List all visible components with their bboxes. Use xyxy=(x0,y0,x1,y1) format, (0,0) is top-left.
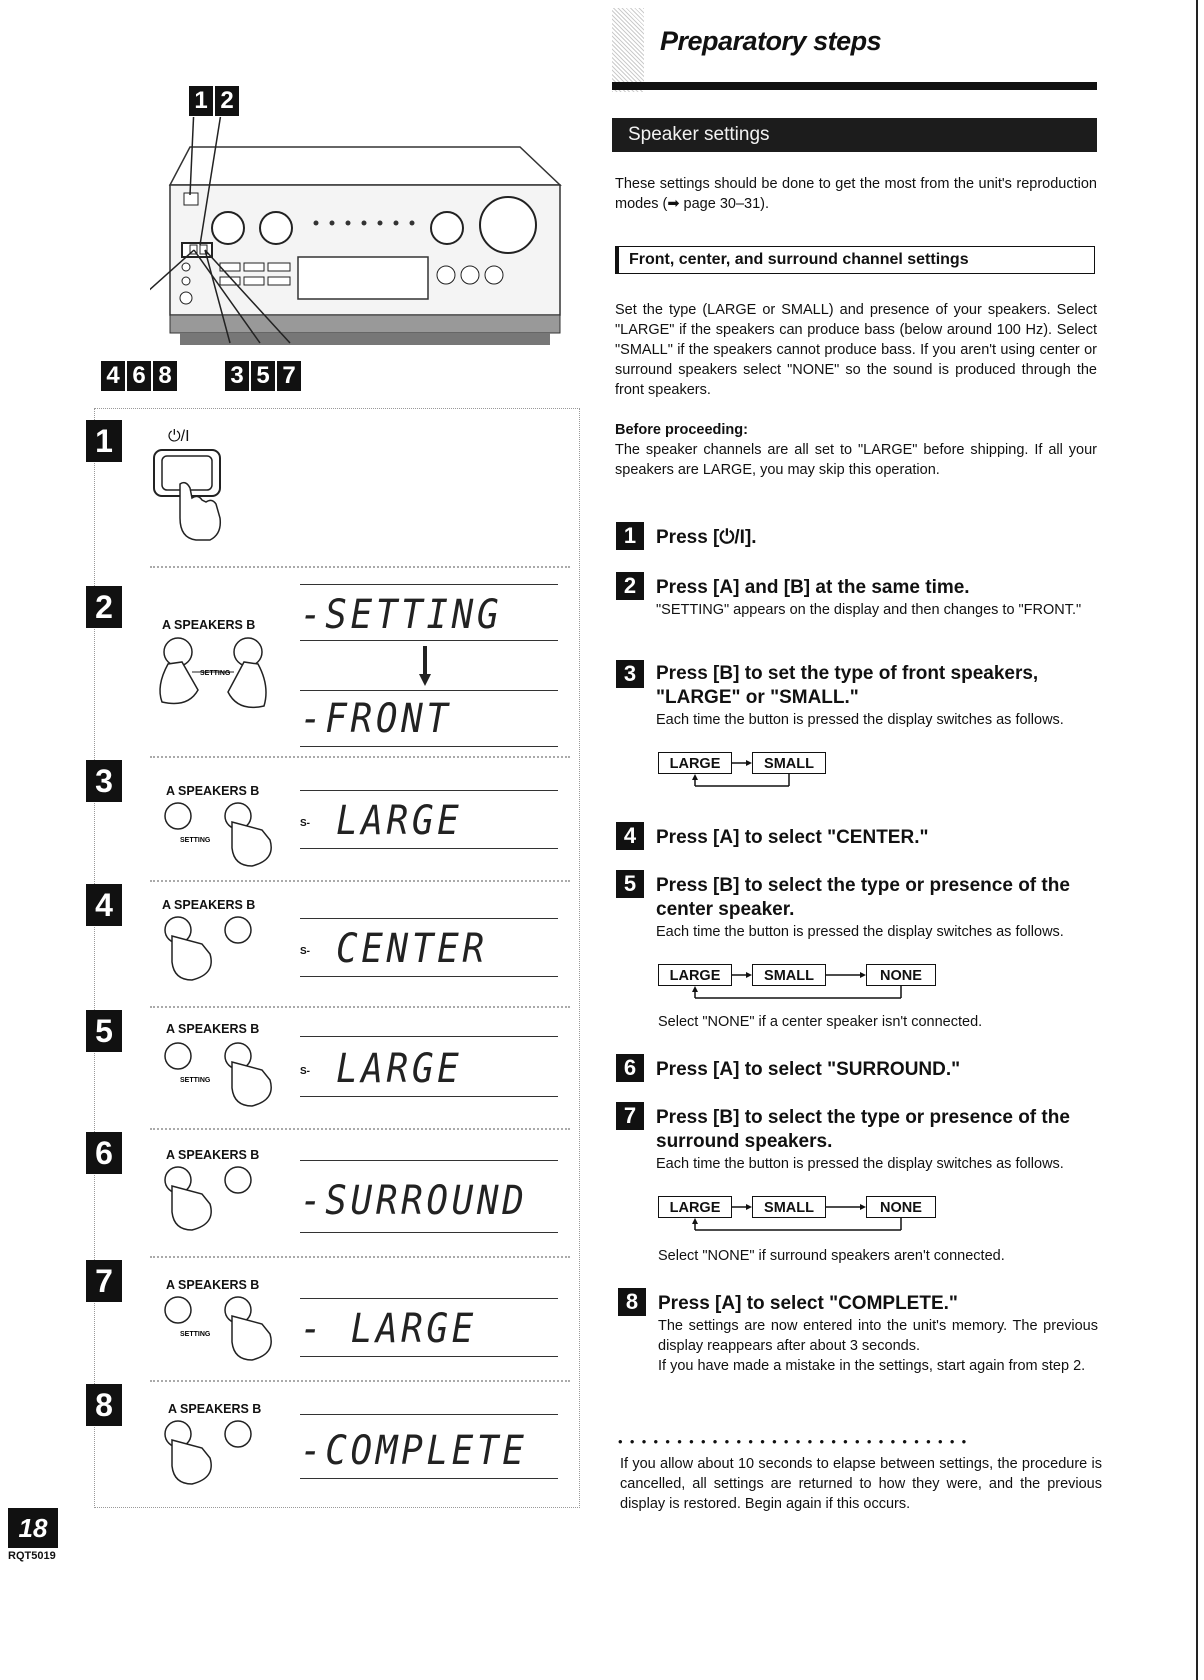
power-button-hand xyxy=(150,448,230,548)
before-text: The speaker channels are all set to "LARGE" before shipping. If all your speakers are LARGE, you may skip this operation. xyxy=(615,442,1097,478)
lcd-line xyxy=(300,1160,558,1161)
flow-arrows xyxy=(658,1196,958,1236)
receiver-illustration xyxy=(150,85,570,375)
down-arrow-icon xyxy=(418,646,432,686)
flow-surround xyxy=(658,1196,958,1236)
step-number: 4 xyxy=(616,822,644,850)
flow-front xyxy=(658,752,858,792)
setting-label: SETTING xyxy=(180,1331,211,1338)
intro-text: These settings should be done to get the most from the unit's reproduction modes (➡ page 30–31). xyxy=(615,176,1097,212)
before-heading: Before proceeding: xyxy=(615,422,748,438)
setting-label: SETTING xyxy=(180,1077,211,1084)
lcd-display xyxy=(300,1428,527,1474)
step-body: Each time the button is pressed the display switches as follows. xyxy=(656,924,1064,940)
step-number: 8 xyxy=(618,1288,646,1316)
lcd-line xyxy=(300,1356,558,1357)
step-number: 2 xyxy=(616,572,644,600)
row-separator xyxy=(150,756,570,758)
flow-large: LARGE xyxy=(658,752,732,774)
step-heading: Press [B] to select the type or presence of the surround speakers. xyxy=(656,1107,1070,1152)
panel-step-number: 6 xyxy=(86,1132,122,1174)
lcd-display: CENTER xyxy=(336,926,488,972)
callout-number: 4 xyxy=(100,360,126,392)
lcd-line xyxy=(300,746,558,747)
page-number: 18 xyxy=(8,1508,58,1548)
section-bar-label: Speaker settings xyxy=(628,124,770,145)
flow-center xyxy=(658,964,958,1004)
step-body: Each time the button is pressed the display switches as follows. xyxy=(656,712,1064,728)
speaker-a-hand xyxy=(150,1164,290,1234)
panel-step-number: 4 xyxy=(86,884,122,926)
step-heading: Press [A] and [B] at the same time. xyxy=(656,577,970,598)
dot-separator: •••••••••••••••••••••••••••••• xyxy=(618,1434,974,1449)
speakers-buttons-hand xyxy=(148,636,288,716)
power-symbol: ⏻/I xyxy=(168,428,190,445)
step-heading: Press [B] to set the type of front speakers, "LARGE" or "SMALL." xyxy=(656,663,1039,708)
lcd-display xyxy=(300,1178,527,1224)
panel-step-number: 1 xyxy=(86,420,122,462)
step-heading: Press [⏻/I]. xyxy=(656,527,757,548)
callout-number: 6 xyxy=(126,360,152,392)
step-body-2: If you have made a mistake in the settings, start again from step 2. xyxy=(658,1358,1086,1374)
subsection-title: Front, center, and surround channel settings xyxy=(615,246,1095,274)
lcd-prefix: S- xyxy=(300,946,310,957)
flow-small: SMALL xyxy=(752,1196,826,1218)
lcd-line xyxy=(300,976,558,977)
speaker-a-hand xyxy=(150,1418,290,1488)
speaker-b-hand xyxy=(150,1040,290,1110)
step-heading: Press [A] to select "CENTER." xyxy=(656,827,929,848)
step-heading: Press [A] to select "SURROUND." xyxy=(656,1059,961,1080)
speaker-a-hand xyxy=(150,914,290,984)
surround-note: Select "NONE" if surround speakers aren't connected. xyxy=(658,1248,1005,1264)
row-separator xyxy=(150,880,570,882)
row-separator xyxy=(150,1380,570,1382)
center-note: Select "NONE" if a center speaker isn't connected. xyxy=(658,1014,983,1030)
lcd-line xyxy=(300,918,558,919)
lcd-display xyxy=(300,592,502,638)
speakers-label: A SPEAKERS B xyxy=(166,1148,260,1162)
panel-step-number: 3 xyxy=(86,760,122,802)
callout-number: 8 xyxy=(152,360,178,392)
step-body: The settings are now entered into the unit's memory. The previous display reappears after about 3 seconds. xyxy=(658,1318,1098,1354)
lcd-line xyxy=(300,1232,558,1233)
lcd-prefix: - xyxy=(300,592,326,638)
step-heading: Press [A] to select "COMPLETE." xyxy=(658,1293,958,1314)
setting-label: SETTING xyxy=(200,670,231,677)
lcd-prefix: S- xyxy=(300,818,310,829)
flow-small: SMALL xyxy=(752,752,826,774)
panel-step-number: 5 xyxy=(86,1010,122,1052)
lcd-line xyxy=(300,1036,558,1037)
row-separator xyxy=(150,1006,570,1008)
lcd-line xyxy=(300,584,558,585)
lcd-prefix: S- xyxy=(300,1066,310,1077)
lcd-line xyxy=(300,690,558,691)
lcd-text: LARGE xyxy=(350,1306,477,1352)
lcd-line xyxy=(300,848,558,849)
page-edge xyxy=(1196,0,1198,1680)
lcd-line xyxy=(300,1298,558,1299)
section-bar xyxy=(612,118,1097,152)
lcd-line xyxy=(300,1478,558,1479)
setting-label: SETTING xyxy=(180,837,211,844)
lcd-text: SURROUND xyxy=(325,1178,528,1224)
model-number: RQT5019 xyxy=(8,1550,56,1562)
callout-number: 1 xyxy=(188,85,214,117)
flow-large: LARGE xyxy=(658,964,732,986)
lcd-display xyxy=(300,696,452,742)
lcd-text: SETTING xyxy=(325,592,503,638)
step-number: 7 xyxy=(616,1102,644,1130)
page-title: Preparatory steps xyxy=(660,26,882,56)
lcd-line xyxy=(300,640,558,641)
lcd-text: FRONT xyxy=(325,696,452,742)
lcd-prefix: - xyxy=(300,696,326,742)
row-separator xyxy=(150,566,570,568)
panel-step-number: 2 xyxy=(86,586,122,628)
lcd-prefix: - xyxy=(300,1178,326,1224)
step-number: 6 xyxy=(616,1054,644,1082)
speaker-b-hand xyxy=(150,1294,290,1364)
flow-large: LARGE xyxy=(658,1196,732,1218)
flow-small: SMALL xyxy=(752,964,826,986)
flow-arrows xyxy=(658,964,958,1004)
title-decoration xyxy=(612,8,644,92)
step-number: 1 xyxy=(616,522,644,550)
panel-step-number: 7 xyxy=(86,1260,122,1302)
flow-arrows xyxy=(658,752,858,792)
speakers-label: A SPEAKERS B xyxy=(166,1278,260,1292)
speakers-label: A SPEAKERS B xyxy=(162,618,256,632)
speakers-label: A SPEAKERS B xyxy=(168,1402,262,1416)
speakers-label: A SPEAKERS B xyxy=(166,784,260,798)
step-body: "SETTING" appears on the display and then changes to "FRONT." xyxy=(656,602,1082,618)
speakers-label: A SPEAKERS B xyxy=(166,1022,260,1036)
lcd-display: LARGE xyxy=(336,1046,463,1092)
lcd-display xyxy=(300,1306,477,1352)
step-body: Each time the button is pressed the display switches as follows. xyxy=(656,1156,1064,1172)
step-heading: Press [B] to select the type or presence of the center speaker. xyxy=(656,875,1070,920)
description-text: Set the type (LARGE or SMALL) and presence of your speakers. Select "LARGE" if the speakers can produce bass (below around 100 Hz). Select "SMALL" if the speakers cannot produce bass. If you aren't using center or surround speakers select "NONE" so the sound is produced through the front speakers. xyxy=(615,302,1097,398)
lcd-display: LARGE xyxy=(336,798,463,844)
lcd-line xyxy=(300,790,558,791)
lcd-line xyxy=(300,1096,558,1097)
row-separator xyxy=(150,1128,570,1130)
callout-number: 2 xyxy=(214,85,240,117)
lcd-prefix: - xyxy=(300,1306,326,1352)
panel-step-number: 8 xyxy=(86,1384,122,1426)
title-rule xyxy=(612,82,1097,90)
step-number: 5 xyxy=(616,870,644,898)
lcd-line xyxy=(300,1414,558,1415)
flow-none: NONE xyxy=(866,964,936,986)
footer-note: If you allow about 10 seconds to elapse between settings, the procedure is cancelled, all settings are returned to how they were, and the previous display is restored. Begin again if this occurs. xyxy=(620,1456,1102,1512)
speakers-label: A SPEAKERS B xyxy=(162,898,256,912)
flow-none: NONE xyxy=(866,1196,936,1218)
callout-number: 7 xyxy=(276,360,302,392)
row-separator xyxy=(150,1256,570,1258)
lcd-text: COMPLETE xyxy=(325,1428,528,1474)
step-number: 3 xyxy=(616,660,644,688)
callout-number: 3 xyxy=(224,360,250,392)
callout-number: 5 xyxy=(250,360,276,392)
lcd-prefix: - xyxy=(300,1428,326,1474)
speaker-b-hand xyxy=(150,800,290,870)
